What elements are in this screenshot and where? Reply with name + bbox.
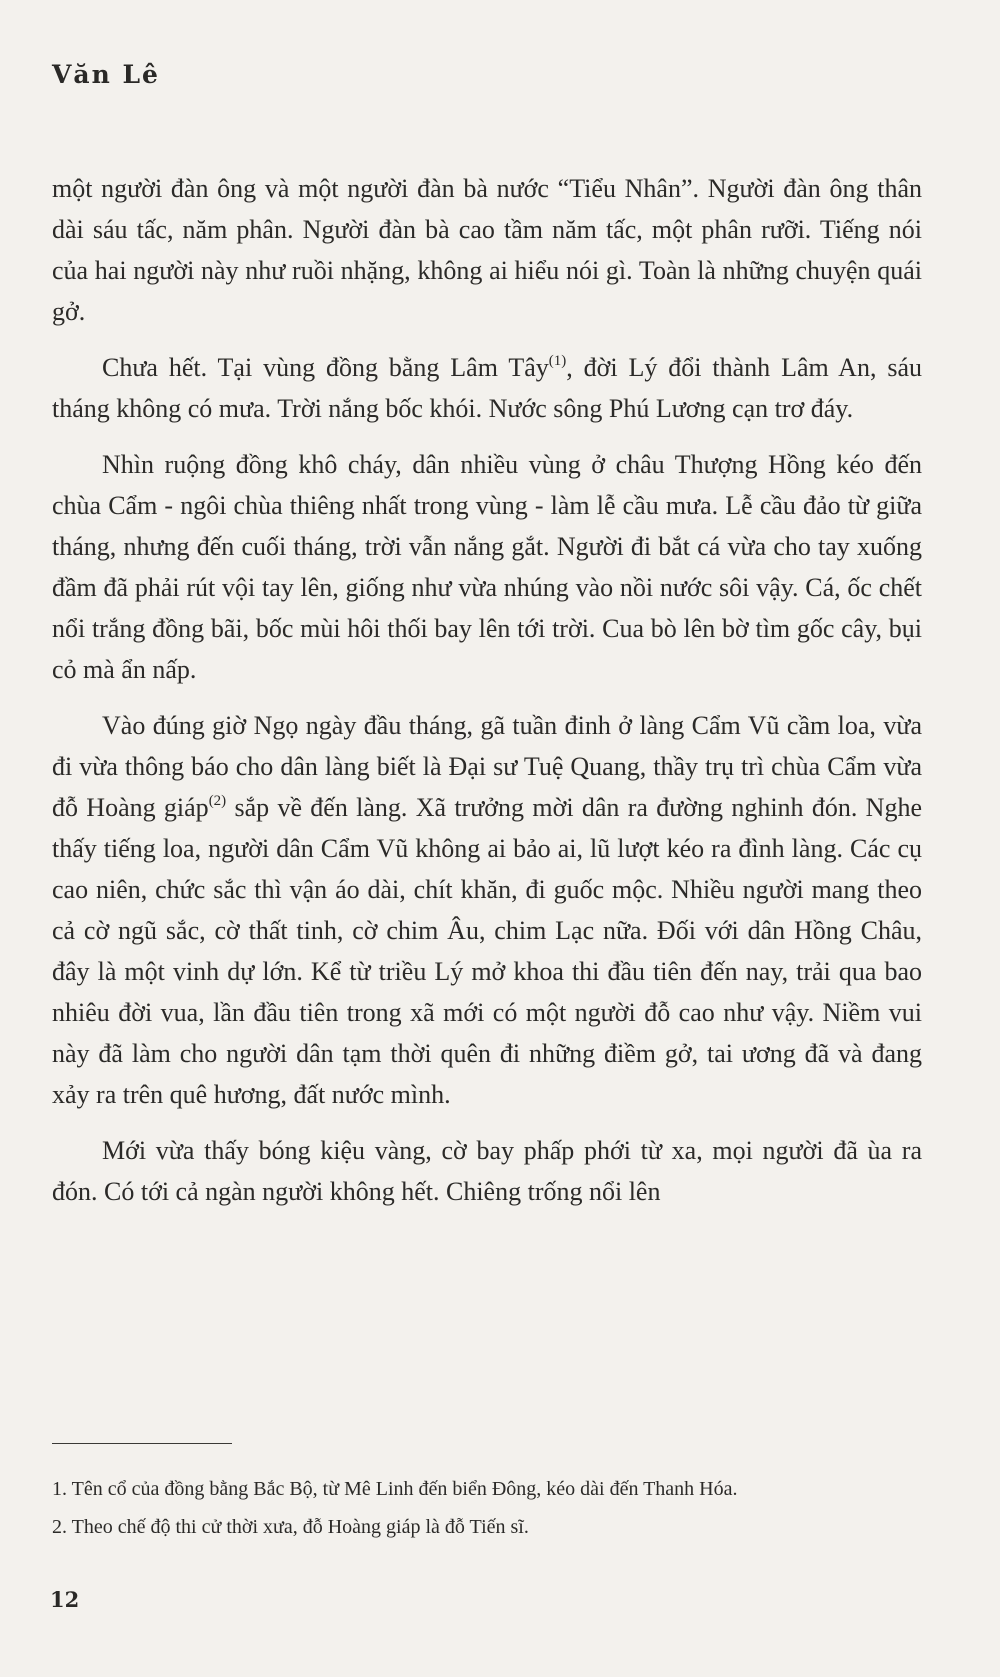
footnote-ref-1: (1) — [548, 353, 567, 369]
running-head: Văn Lê — [52, 60, 160, 89]
paragraph-1: một người đàn ông và một người đàn bà nước “Tiểu Nhân”. Người đàn ông thân dài sáu tấc, năm phân. Người đàn bà cao tầm năm tấc, một phân rưỡi. Tiếng nói của hai người này như ruồi nhặng, không ai hiểu nói gì. Toàn là những chuyện quái gở. — [52, 174, 922, 326]
page-number: 12 — [50, 1587, 80, 1612]
paragraph-2-text-a: Chưa hết. Tại vùng đồng bằng Lâm Tây — [102, 353, 549, 382]
body-text — [52, 168, 922, 1227]
footnote-ref-2: (2) — [208, 793, 227, 809]
paragraph-3: Nhìn ruộng đồng khô cháy, dân nhiều vùng ở châu Thượng Hồng kéo đến chùa Cẩm - ngôi chùa thiêng nhất trong vùng - làm lễ cầu mưa. Lễ cầu đảo từ giữa tháng, nhưng đến cuối tháng, trời vẫn nắng gắt. Người đi bắt cá vừa cho tay xuống đầm đã phải rút vội tay lên, giống như vừa nhúng vào nồi nước sôi vậy. Cá, ốc chết nổi trắng đồng bãi, bốc mùi hôi thối bay lên tới trời. Cua bò lên bờ tìm gốc cây, bụi cỏ mà ẩn nấp. — [52, 450, 922, 684]
footnotes — [52, 1470, 932, 1546]
paragraph-4-text-b: sắp về đến làng. Xã trưởng mời dân ra đường nghinh đón. Nghe thấy tiếng loa, người dân Cẩm Vũ không ai bảo ai, lũ lượt kéo ra đình làng. Các cụ cao niên, chức sắc thì vận áo dài, chít khăn, đi guốc mộc. Nhiều người mang theo cả cờ ngũ sắc, cờ thất tinh, cờ chim Âu, chim Lạc nữa. Đối với dân Hồng Châu, đây là một vinh dự lớn. Kể từ triều Lý mở khoa thi đầu tiên đến nay, trải qua bao nhiêu đời vua, lần đầu tiên trong xã mới có một người đỗ cao như vậy. Niềm vui này đã làm cho người dân tạm thời quên đi những điềm gở, tai ương đã và đang xảy ra trên quê hương, đất nước mình. — [52, 793, 922, 1109]
paragraph-5: Mới vừa thấy bóng kiệu vàng, cờ bay phấp phới từ xa, mọi người đã ùa ra đón. Có tới cả ngàn người không hết. Chiêng trống nổi lên — [52, 1136, 922, 1206]
paragraph-2-text-b: , đời Lý đổi thành Lâm An, sáu tháng không có mưa. Trời nắng bốc khói. Nước sông Phú Lương cạn trơ đáy. — [52, 353, 922, 423]
footnote-divider — [52, 1443, 232, 1444]
paragraph-4 — [52, 705, 922, 1115]
paragraph-4-text-a: Vào đúng giờ Ngọ ngày đầu tháng, gã tuần đinh ở làng Cẩm Vũ cầm loa, vừa đi vừa thông báo cho dân làng biết là Đại sư Tuệ Quang, thầy trụ trì chùa Cẩm vừa đỗ Hoàng giáp — [52, 711, 922, 822]
footnote-1: 1. Tên cổ của đồng bằng Bắc Bộ, từ Mê Linh đến biển Đông, kéo dài đến Thanh Hóa. — [52, 1478, 738, 1500]
footnote-2: 2. Theo chế độ thi cử thời xưa, đỗ Hoàng giáp là đỗ Tiến sĩ. — [52, 1516, 529, 1538]
paragraph-2 — [52, 347, 922, 429]
